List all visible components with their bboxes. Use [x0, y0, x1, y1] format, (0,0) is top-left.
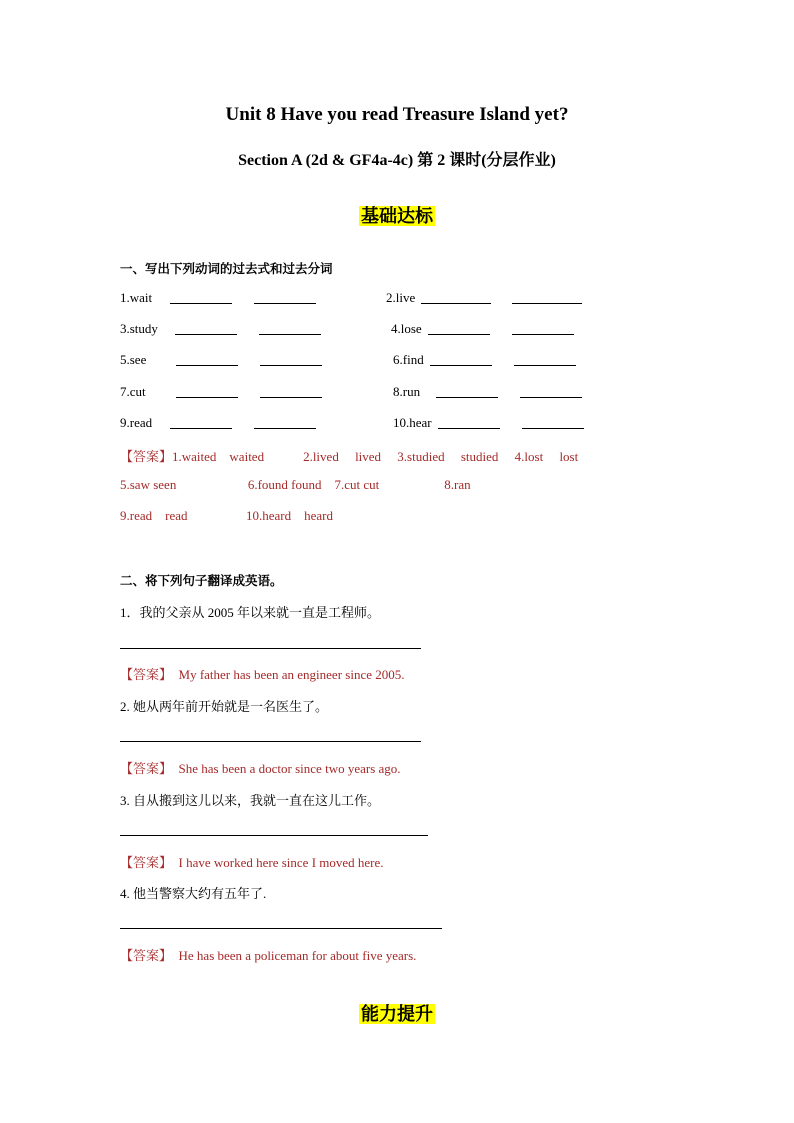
verb-item	[393, 415, 432, 431]
verb-item	[393, 352, 424, 368]
verb-label: 1.wait	[120, 290, 153, 305]
answer-text: 9.read read 10.heard heard	[120, 508, 333, 523]
answer-blank[interactable]	[438, 416, 500, 429]
answer-tag: 【答案】	[120, 449, 173, 464]
answer-blank[interactable]	[522, 416, 584, 429]
question-text: 4. 他当警察大约有五年了.	[120, 886, 267, 901]
section2-heading: 二、将下列句子翻译成英语。	[120, 574, 283, 588]
section1-heading: 一、写出下列动词的过去式和过去分词	[120, 262, 333, 276]
answer-line	[120, 758, 401, 777]
answer-line-blank[interactable]	[120, 741, 421, 742]
answer-blank[interactable]	[436, 385, 498, 398]
verb-item	[120, 384, 146, 400]
answer-tag: 【答案】	[120, 761, 173, 776]
answer-line-blank[interactable]	[120, 648, 421, 649]
verb-item	[393, 384, 420, 400]
verb-item	[386, 290, 415, 306]
answer-text: She has been a doctor since two years ago.	[178, 761, 401, 776]
document-subtitle: Section A (2d & GF4a-4c) 第 2 课时(分层作业)	[238, 152, 556, 169]
verb-item	[391, 321, 422, 337]
answer-blank[interactable]	[176, 353, 238, 366]
answer-line	[120, 508, 333, 524]
verb-label: 3.study	[120, 321, 158, 336]
answer-blank[interactable]	[428, 322, 490, 335]
verb-label: 4.lose	[391, 321, 422, 336]
answer-blank[interactable]	[260, 385, 322, 398]
answer-blank[interactable]	[170, 291, 232, 304]
basic-heading-wrap	[0, 202, 794, 228]
verb-label: 2.live	[386, 290, 416, 305]
question-text: 2. 她从两年前开始就是一名医生了。	[120, 699, 329, 714]
answer-text: I have worked here since I moved here.	[178, 855, 384, 870]
answer-blank[interactable]	[512, 322, 574, 335]
answer-line-blank[interactable]	[120, 928, 442, 929]
answer-line	[120, 852, 384, 871]
answer-tag: 【答案】	[120, 667, 173, 682]
answer-line	[120, 945, 416, 964]
question-text: 1．我的父亲从 2005 年以来就一直是工程师。	[120, 605, 381, 620]
verb-item	[120, 321, 158, 337]
advanced-heading: 能力提升	[361, 1004, 433, 1024]
verb-item	[120, 290, 152, 306]
answer-text: 1.waited waited 2.lived lived 3.studied studied 4.lost lost	[172, 449, 579, 464]
answer-tag: 【答案】	[120, 855, 173, 870]
answer-text: My father has been an engineer since 2005.	[178, 667, 405, 682]
answer-line	[120, 664, 405, 683]
basic-heading: 基础达标	[361, 206, 433, 226]
answer-blank[interactable]	[176, 385, 238, 398]
answer-blank[interactable]	[254, 291, 316, 304]
answer-blank[interactable]	[175, 322, 237, 335]
document-title: Unit 8 Have you read Treasure Island yet?	[225, 104, 569, 125]
answer-text: 5.saw seen 6.found found 7.cut cut 8.ran	[120, 477, 471, 492]
verb-item	[120, 352, 146, 368]
verb-label: 8.run	[393, 384, 421, 399]
answer-tag: 【答案】	[120, 948, 173, 963]
verb-item	[120, 415, 152, 431]
answer-blank[interactable]	[259, 322, 321, 335]
answer-blank[interactable]	[514, 353, 576, 366]
answer-blank[interactable]	[254, 416, 316, 429]
question-text: 3. 自从搬到这儿以来，我就一直在这儿工作。	[120, 793, 381, 808]
answer-blank[interactable]	[512, 291, 582, 304]
answer-line	[120, 446, 578, 465]
verb-label: 6.find	[393, 352, 424, 367]
answer-blank[interactable]	[260, 353, 322, 366]
verb-label: 7.cut	[120, 384, 146, 399]
answer-line	[120, 477, 471, 493]
verb-label: 10.hear	[393, 415, 432, 430]
answer-blank[interactable]	[430, 353, 492, 366]
answer-blank[interactable]	[520, 385, 582, 398]
answer-blank[interactable]	[421, 291, 491, 304]
verb-label: 5.see	[120, 352, 147, 367]
answer-blank[interactable]	[170, 416, 232, 429]
answer-text: He has been a policeman for about five years.	[178, 948, 417, 963]
verb-label: 9.read	[120, 415, 153, 430]
advanced-heading-wrap	[0, 1000, 794, 1026]
answer-line-blank[interactable]	[120, 835, 428, 836]
